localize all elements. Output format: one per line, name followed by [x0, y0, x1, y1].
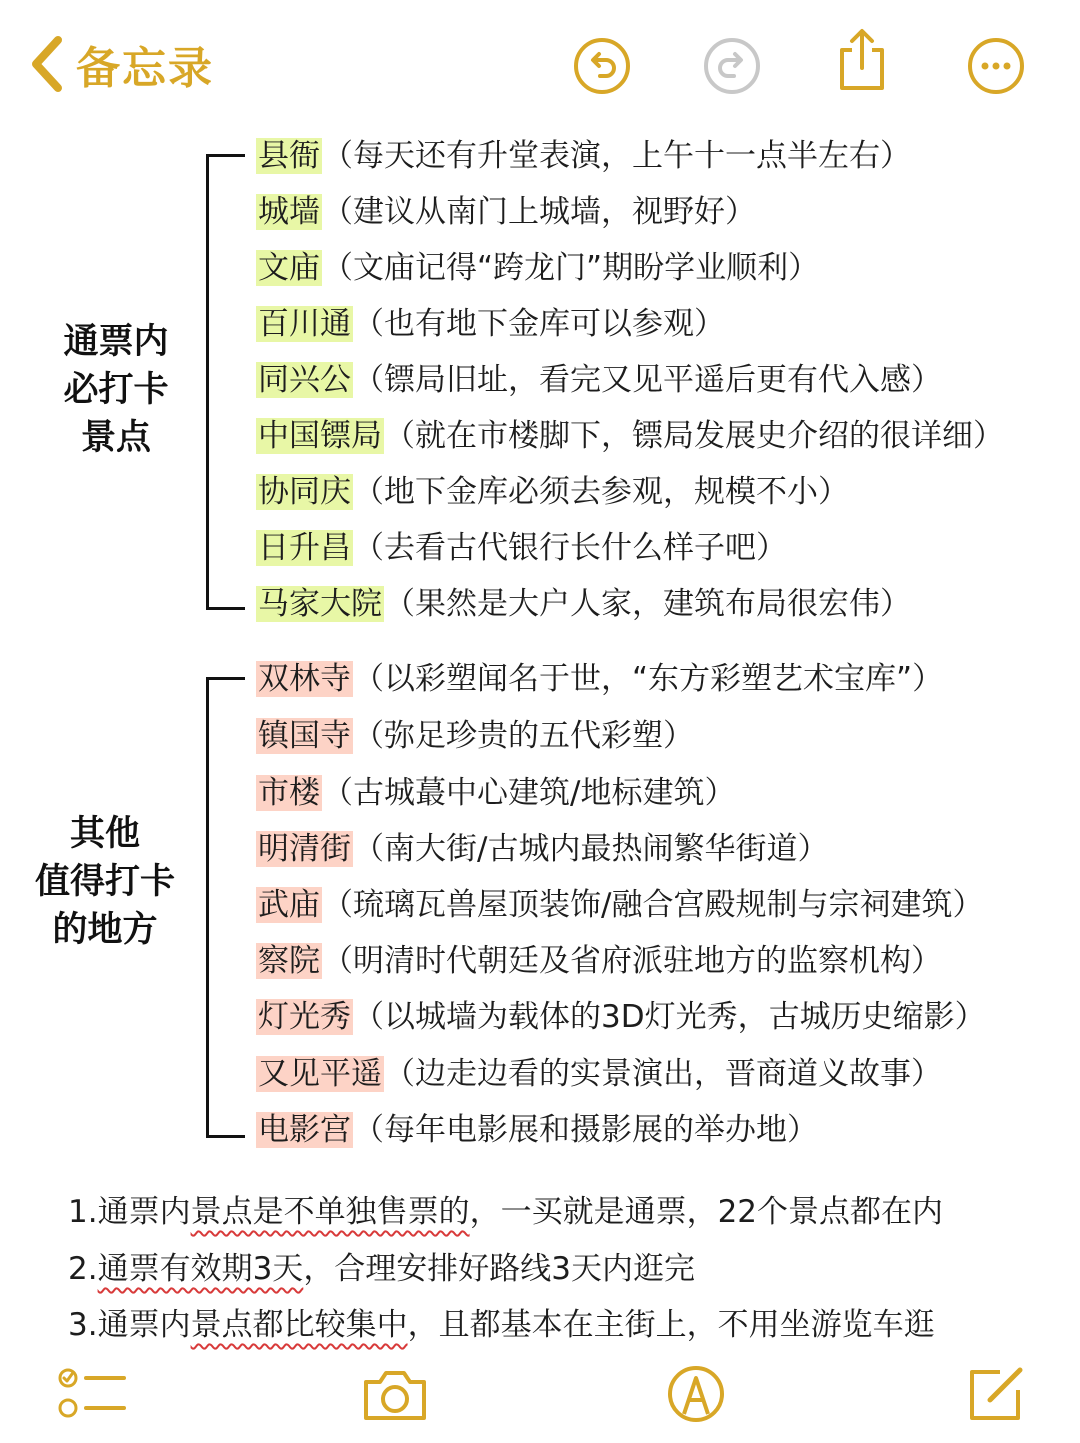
list-item	[256, 302, 725, 346]
bracket-line	[206, 677, 245, 1138]
attraction-desc: （弥足珍贵的五代彩塑）	[353, 718, 694, 754]
list-item	[256, 939, 942, 983]
attraction-desc: （边走边看的实景演出，晋商道义故事）	[384, 1056, 942, 1092]
note-line	[68, 1243, 695, 1288]
top-navigation-bar	[0, 0, 1080, 130]
attraction-desc: （也有地下金库可以参观）	[353, 306, 725, 342]
note-rest: ，合理安排好路线3天内逛完	[303, 1251, 696, 1287]
bottom-toolbar	[0, 1356, 1080, 1436]
attraction-desc: （果然是大户人家，建筑布局很宏伟）	[384, 586, 911, 622]
attraction-name: 灯光秀	[258, 999, 351, 1035]
attraction-name: 百川通	[258, 306, 351, 342]
list-item	[256, 414, 1004, 458]
list-item	[256, 582, 911, 626]
attraction-desc: （建议从南门上城墙，视野好）	[322, 194, 756, 230]
note-underlined: 景点都比较集中	[190, 1307, 408, 1343]
list-item	[256, 526, 787, 570]
attraction-name: 电影宫	[258, 1112, 351, 1148]
markup-pen-icon[interactable]	[666, 1364, 726, 1424]
note-underlined: 通票有效期3天	[97, 1251, 304, 1287]
compose-icon[interactable]	[964, 1364, 1026, 1426]
list-item	[256, 246, 819, 290]
attraction-name: 马家大院	[258, 586, 382, 622]
redo-icon[interactable]	[702, 36, 762, 96]
section-label	[40, 318, 192, 462]
list-item	[256, 358, 942, 402]
note-underlined: 景点是不单独售票的	[190, 1194, 470, 1230]
attraction-desc: （古城蕞中心建筑/地标建筑）	[322, 775, 736, 811]
attraction-desc: （琉璃瓦兽屋顶装饰/融合宫殿规制与宗祠建筑）	[322, 887, 984, 923]
note-rest: ，一买就是通票，22个景点都在内	[469, 1194, 944, 1230]
note-line	[68, 1299, 935, 1344]
attraction-desc: （地下金库必须去参观，规模不小）	[353, 474, 849, 510]
back-button[interactable]	[28, 32, 214, 96]
attraction-name: 察院	[258, 943, 320, 979]
attraction-desc: （每年电影展和摄影展的举办地）	[353, 1112, 818, 1148]
share-icon[interactable]	[832, 26, 892, 94]
more-icon[interactable]	[966, 36, 1026, 96]
attraction-name: 市楼	[258, 775, 320, 811]
note-prefix: 3.通票内	[68, 1307, 191, 1343]
list-item	[256, 827, 828, 871]
section-label-line: 景点	[80, 418, 151, 458]
attraction-name: 中国镖局	[258, 418, 382, 454]
attraction-name: 武庙	[258, 887, 320, 923]
list-item	[256, 771, 735, 815]
note-line	[68, 1186, 943, 1231]
section-label-line: 通票内	[63, 322, 169, 362]
camera-icon[interactable]	[360, 1364, 430, 1424]
note-rest: ，且都基本在主街上，不用坐游览车逛	[407, 1307, 935, 1343]
list-item	[256, 134, 911, 178]
section-label-line: 的地方	[52, 910, 158, 950]
section-label-line: 值得打卡	[34, 862, 175, 902]
attraction-name: 城墙	[258, 194, 320, 230]
attraction-name: 文庙	[258, 250, 320, 286]
attraction-name: 县衙	[258, 138, 320, 174]
attraction-name: 又见平遥	[258, 1056, 382, 1092]
attraction-name: 同兴公	[258, 362, 351, 398]
section-label-line: 必打卡	[63, 370, 169, 410]
list-item	[256, 714, 694, 758]
list-item	[256, 1108, 818, 1152]
attraction-name: 镇国寺	[258, 718, 351, 754]
attraction-desc: （文庙记得“跨龙门”期盼学业顺利）	[322, 250, 820, 286]
attraction-desc: （以彩塑闻名于世，“东方彩塑艺术宝库”）	[353, 661, 944, 697]
section-label	[22, 810, 188, 954]
attraction-desc: （以城墙为载体的3D灯光秀，古城历史缩影）	[353, 999, 986, 1035]
list-item	[256, 883, 983, 927]
list-item	[256, 470, 849, 514]
list-item	[256, 190, 756, 234]
attraction-name: 双林寺	[258, 661, 351, 697]
attraction-desc: （南大街/古城内最热闹繁华街道）	[353, 831, 829, 867]
attraction-name: 明清街	[258, 831, 351, 867]
attraction-desc: （就在市楼脚下，镖局发展史介绍的很详细）	[384, 418, 1004, 454]
back-label: 备忘录	[76, 43, 214, 94]
attraction-desc: （镖局旧址，看完又见平遥后更有代入感）	[353, 362, 942, 398]
bracket-line	[206, 154, 245, 610]
note-prefix: 2.	[68, 1251, 98, 1287]
checklist-icon[interactable]	[56, 1364, 128, 1424]
section-label-line: 其他	[69, 814, 140, 854]
attraction-name: 日升昌	[258, 530, 351, 566]
attraction-name: 协同庆	[258, 474, 351, 510]
list-item	[256, 995, 986, 1039]
attraction-desc: （每天还有升堂表演，上午十一点半左右）	[322, 138, 911, 174]
attraction-desc: （去看古代银行长什么样子吧）	[353, 530, 787, 566]
list-item	[256, 1052, 942, 1096]
attraction-desc: （明清时代朝廷及省府派驻地方的监察机构）	[322, 943, 942, 979]
note-prefix: 1.通票内	[68, 1194, 191, 1230]
list-item	[256, 657, 943, 701]
chevron-left-icon	[28, 34, 64, 94]
undo-icon[interactable]	[572, 36, 632, 96]
